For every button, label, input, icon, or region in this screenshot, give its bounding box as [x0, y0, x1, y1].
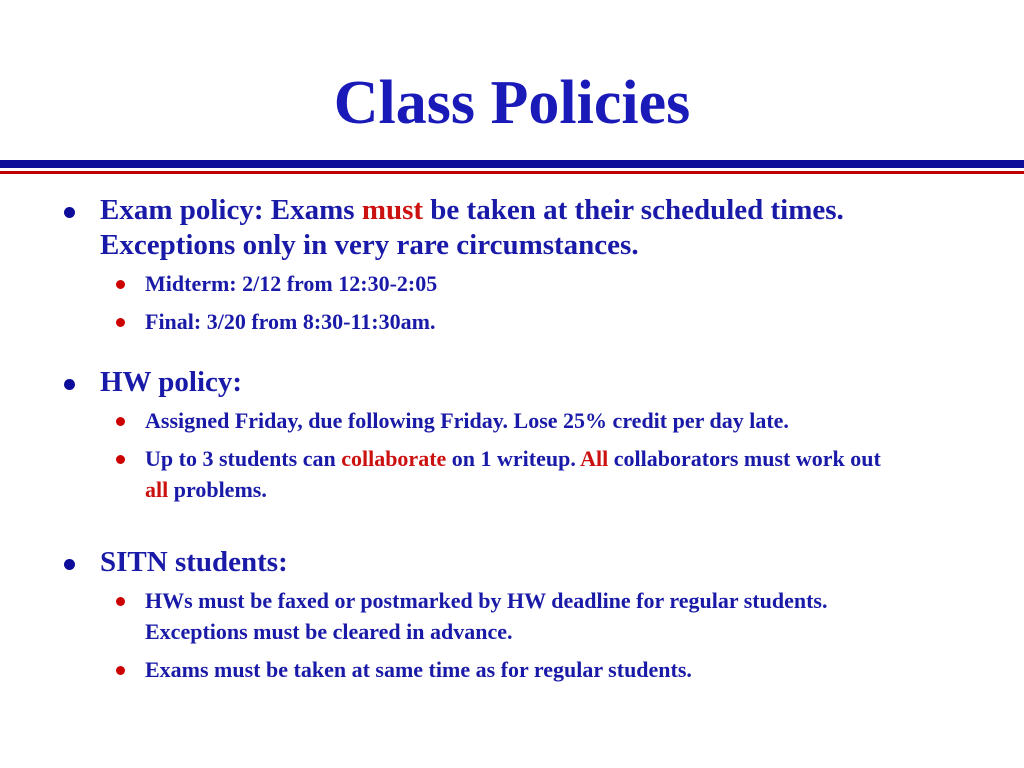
sub-bullet-midterm [0, 268, 905, 299]
sub-bullet-dot-icon [116, 455, 125, 464]
bullet-hw-policy [0, 365, 900, 400]
hw-collab-emphasis-all-2: all [145, 477, 169, 502]
slide-body [0, 193, 1024, 685]
hw-collab-emphasis-collaborate: collaborate [341, 446, 447, 471]
sub-bullet-sitn-exams [0, 654, 905, 685]
sub-bullet-final [0, 306, 905, 337]
hw-collab-emphasis-all-1: All [580, 446, 609, 471]
midterm-text: Midterm: 2/12 from 12:30-2:05 [145, 271, 438, 296]
sub-bullet-sitn-faxed [0, 585, 905, 647]
sub-bullet-dot-icon [116, 597, 125, 606]
exam-policy-emphasis: must [361, 194, 424, 226]
hw-collab-text-1: Up to 3 students can [145, 446, 342, 471]
sitn-faxed-text: HWs must be faxed or postmarked by HW deadline for regular students. Exceptions must be cleared in advance. [145, 588, 828, 644]
bullet-dot-icon [64, 207, 75, 218]
sub-bullet-hw-assigned [0, 405, 905, 436]
hw-policy-heading: HW policy: [100, 366, 243, 398]
slide-title: Class Policies [333, 69, 691, 137]
exam-policy-text-post: be taken at their scheduled times. Exceptions only in very rare circumstances. [100, 194, 844, 261]
sub-bullet-dot-icon [116, 280, 125, 289]
title-rule-red [0, 171, 1024, 174]
hw-assigned-text: Assigned Friday, due following Friday. Lose 25% credit per day late. [145, 408, 789, 433]
bullet-sitn-students [0, 545, 900, 580]
exam-policy-text-pre: Exam policy: Exams [100, 194, 362, 226]
sitn-exams-text: Exams must be taken at same time as for regular students. [145, 657, 692, 682]
bullet-exam-policy [0, 193, 900, 263]
sub-bullet-dot-icon [116, 666, 125, 675]
hw-collab-text-5: collaborators must work out [608, 446, 881, 471]
sitn-heading: SITN students: [100, 546, 288, 578]
bullet-dot-icon [64, 379, 75, 390]
hw-collab-text-7: problems. [168, 477, 267, 502]
sub-bullet-hw-collaborate [0, 443, 905, 505]
bullet-dot-icon [64, 559, 75, 570]
hw-collab-text-3: on 1 writeup. [446, 446, 581, 471]
sub-bullet-dot-icon [116, 318, 125, 327]
title-rule-blue [0, 160, 1024, 168]
sub-bullet-dot-icon [116, 417, 125, 426]
final-text: Final: 3/20 from 8:30-11:30am. [145, 309, 436, 334]
